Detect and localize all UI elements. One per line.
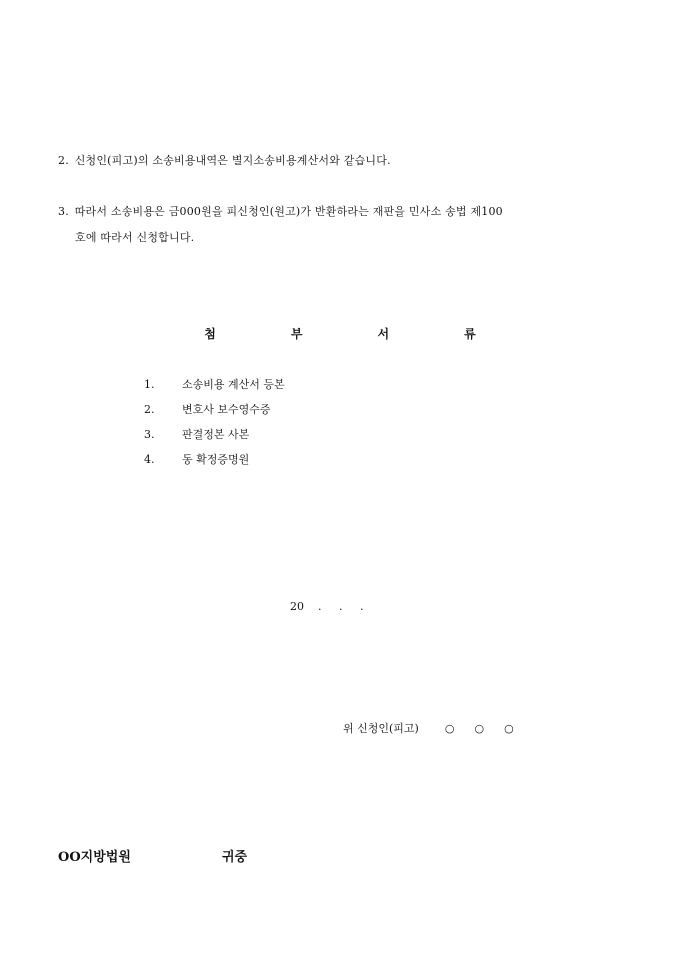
item-number: 1. xyxy=(144,378,155,391)
paragraph-text: 신청인(피고)의 소송비용내역은 별지소송비용계산서와 같습니다. xyxy=(74,154,391,167)
name-mark: ○ xyxy=(474,721,485,735)
item-number: 3. xyxy=(144,428,155,441)
signer-label: 위 신청인(피고) xyxy=(343,722,419,735)
court-addressee xyxy=(58,846,247,865)
item-label: 동 확정증명원 xyxy=(182,453,250,466)
name-mark: ○ xyxy=(504,721,514,735)
list-item xyxy=(144,397,285,422)
list-item xyxy=(144,447,285,472)
name-mark: ○ xyxy=(444,721,455,735)
item-label: 소송비용 계산서 등본 xyxy=(182,378,285,391)
heading-char: 서 xyxy=(377,327,390,341)
heading-char: 첨 xyxy=(204,327,216,341)
court-name: OO지방법원 xyxy=(58,850,131,865)
paragraph-number: 2. xyxy=(58,154,69,167)
item-label: 판결정본 사본 xyxy=(182,428,250,441)
signer-name-marks xyxy=(445,722,514,735)
heading-char: 부 xyxy=(290,327,303,341)
list-item xyxy=(144,422,285,447)
item-number: 2. xyxy=(144,403,155,416)
item-number: 4. xyxy=(144,453,155,466)
attachments-list xyxy=(144,372,285,472)
list-item xyxy=(144,372,285,397)
document-date: 20 . . . xyxy=(290,600,364,613)
court-suffix: 귀중 xyxy=(222,850,248,865)
heading-char: 류 xyxy=(464,327,476,341)
paragraph-text-line1: 따라서 소송비용은 금000원을 피신청인(원고)가 반환하라는 재판을 민사소 송법 제100 xyxy=(74,205,503,218)
paragraph-3 xyxy=(58,199,638,251)
paragraph-text-line2: 호에 따라서 신청합니다. xyxy=(75,231,195,244)
paragraph-number: 3. xyxy=(58,205,69,218)
attachments-heading xyxy=(180,325,500,342)
paragraph-2 xyxy=(58,148,638,174)
signer-line xyxy=(343,720,514,736)
item-label: 변호사 보수영수증 xyxy=(182,403,271,416)
